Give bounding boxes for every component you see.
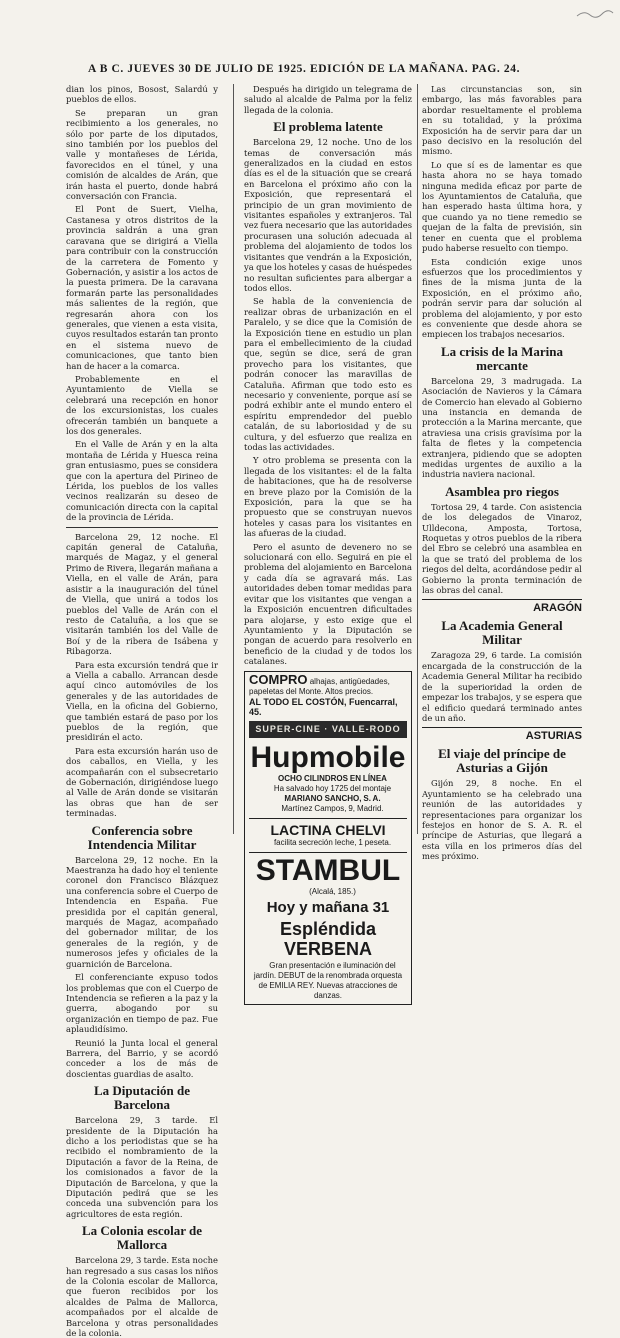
- paragraph: Barcelona 29, 3 tarde. Esta noche han regresado a sus casas los niños de la Colonia escolar de Mallorca, que fueron recibidos por los alcaldes de Palma de Mallorca, acompañados por el alcalde de Barcelona y otras personalidades de la colonia.: [66, 1255, 218, 1338]
- column-1: [66, 84, 218, 1338]
- headline-marina: La crisis de la Marina mercante: [440, 343, 564, 373]
- ad-hupmobile-line: OCHO CILINDROS EN LÍNEA: [278, 773, 387, 783]
- column-3: [422, 84, 582, 862]
- ad-stambul-sub: (Alcalá, 185.): [309, 886, 356, 896]
- column-rule-1: [233, 84, 234, 834]
- headline-intendencia: Conferencia sobre Intendencia Militar: [87, 822, 197, 852]
- paragraph: Reunió la Junta local el general Barrera, del Barrio, y se acordó conceder a los de más de doscientas guardias de asalto.: [66, 1037, 218, 1079]
- column-rule-2: [417, 84, 418, 834]
- ad-compro-text: alhajas, antigüedades, papeletas del Monte. Altos precios.: [249, 676, 390, 696]
- paragraph: Lo que sí es de lamentar es que hasta ahora no se haya tomado ninguna medida eficaz por parte de los Ayuntamientos de Cataluña, que han esperado hasta última hora, y que cuando ya no tiene remedio se quejan de la falta de previsión, sin tener en cuenta que el problema pudo haberse resuelto con tiempo.: [422, 159, 582, 254]
- ad-stambul-title: STAMBUL: [249, 852, 407, 887]
- paragraph: Tortosa 29, 4 tarde. Con asistencia de los delegados de Vinaroz, Ulldecona, Amposta, Tortosa, Roquetas y otros pueblos de la ribera del Ebro se celebró una asamblea en la que se trató del problema de los riegos del delta, acordándose pedir al Gobierno la pronta terminación de las obras del canal.: [422, 501, 582, 596]
- ad-lactina-sub: facilita secreción Ieche, 1 peseta.: [273, 837, 392, 847]
- headline-colonia: La Colonia escolar de Mallorca: [81, 1223, 202, 1253]
- ad-compro-head: COMPRO: [249, 671, 308, 687]
- headline-principe: El viaje del príncipe de Asturias a Gijón: [438, 746, 566, 776]
- paragraph: Barcelona 29, 3 madrugada. La Asociación de Navieros y la Cámara de Comercio han elevado al Gobierno una instancia en demanda de protección a la Marina mercante, que atraviesa una crisis gravísima por la falta de fletes y la competencia extranjera, pidiendo que se adopten medidas urgentes de auxilio a la industria naviera nacional.: [422, 375, 582, 480]
- paragraph: Y otro problema se presenta con la llegada de los visitantes: el de la falta de habitaciones, que ha de resolverse en breve plazo por la Comisión de la Exposición, para la que se ha propuesto que se construyan nuevos hoteles y casas para los visitantes en las afueras de la ciudad.: [244, 455, 412, 539]
- ad-compro-address: AL TODO EL COSTÓN, Fuencarral, 45.: [249, 696, 398, 717]
- region-header-aragon: ARAGÓN: [422, 599, 582, 614]
- ad-hoy-title: Hoy y mañana 31: [266, 898, 390, 916]
- paragraph: Barcelona 29, 12 noche. El capitán general de Cataluña, marqués de Magaz, y el general Primo de Rivera, llegarán mañana a Viella, en el valle de Arán, para asistir a la inauguración del túnel de Viella, que unirá a todos los pueblos del Valle de Arán con el resto de Cataluña, a los que se visitarán también los del Valle de Boí y de la ribera de Isábena y Ribagorza.: [66, 531, 218, 657]
- paragraph: Zaragoza 29, 6 tarde. La comisión encargada de la construcción de la Academia General Militar ha recibido de la superioridad la orden de empezar los trabajos, y se espera que el edificio quedará terminado antes de un año.: [422, 650, 582, 723]
- paragraph: Las circunstancias son, sin embargo, las más favorables para abordar resueltamente el problema en su totalidad, y la próxima Exposición ha de servir para dar un paso decisivo en la resolución del mismo.: [422, 84, 582, 157]
- headline-academia: La Academia General Militar: [441, 618, 563, 648]
- paragraph: El Pont de Suert, Vielha, Castanesa y otros distritos de la provincia saldrán a una gran caravana que se dirigirá a Viella para contribuir con la construcción de la carretera de Fomento y Gobernación, y asistir a los actos de la puesta primera. De la caravana formarán parte las personalidades más salientes de la región, que regresarán ahora con los generales, que vienen a esta visita, cuyos resultados estarán tan pronto en el sistema nuevo de comunicaciones, que tanto bien han de hacer a la comarca.: [66, 204, 218, 371]
- paragraph: En el Valle de Arán y en la alta montaña de Lérida y Huesca reina gran entusiasmo, pues se considera que con la apertura del Pirineo de Lérida, los pueblos de los valles vecinos realizarán su deseo de comunicación directa con la capital de la provincia de Lérida.: [66, 439, 218, 523]
- ad-hupmobile-line: Martínez Campos, 9, Madrid.: [281, 803, 384, 813]
- region-header-asturias: ASTURIAS: [422, 727, 582, 742]
- paragraph: Para esta excursión tendrá que ir a Viella a caballo. Arrancan desde aquí cinco automóviles de los generales y de las autoridades de Viella, en la oficina del Gobierno, que también estará de paso por los pueblos de la región, que presidirán el acto.: [66, 659, 218, 743]
- divider: [66, 527, 218, 528]
- advertisements-block: [244, 671, 412, 1005]
- archive-corner-mark: [576, 4, 614, 14]
- paragraph: Esta condición exige unos esfuerzos que los procedimientos y fines de la misma junta de la Exposición, en el próximo año, podrán servir para dar solución al problema del alojamiento, y por esto es conveniente que desde ahora se empiecen los trabajos necesarios.: [422, 256, 582, 340]
- paragraph: Para esta excursión harán uso de dos caballos, en Viella, y les acompañarán con el subsecretario de Gobernación, dirigiéndose luego al Valle de Arán donde se visitarán las obras que han de ser terminadas.: [66, 745, 218, 819]
- ad-lactina-title: LACTINA CHELVI: [249, 818, 407, 838]
- paragraph: Probablemente en el Ayuntamiento de Viella se celebrará una recepción en honor de los excursionistas, los cuales ofrecerán también un banquete a los dos generales.: [66, 373, 218, 436]
- ad-verbena-title: Espléndida VERBENA: [279, 918, 377, 959]
- paragraph: Barcelona 29, 12 noche. Uno de los temas de conversación más generalizados en la ciudad en estos días es el de la situación que se creará en Barcelona el próximo año con la Exposición, que representará el principio de un gran movimiento de visitantes españoles y extranjeros. Tal vez fuera necesario que las autoridades procurasen una solución adecuada al problema del alojamiento de todos los visitantes que vendrán a la Exposición, ya que los hoteles y casas de huéspedes no resultan suficientes para albergar a todos ellos.: [244, 137, 412, 293]
- paragraph: Pero el asunto de devenero no se solucionará con ello. Seguirá en pie el problema del alojamiento en Barcelona y cada día se agravará más. Las autoridades deben tomar medidas para evitar que los visitantes que vengan a la Exposición encuentren dificultades para alojarse, y esto exige que el Ayuntamiento y la Diputación se pongan de acuerdo para resolverlo en beneficio de la ciudad y de todos los catalanes.: [244, 541, 412, 667]
- ad-hupmobile-line: MARIANO SANCHO, S. A.: [284, 793, 381, 803]
- page-masthead: A B C. JUEVES 30 DE JULIO DE 1925. EDICIÓN DE LA MAÑANA. PAG. 24.: [88, 63, 521, 75]
- ad-cinema-banner: SUPER-CINE · VALLE-RODO: [249, 721, 407, 738]
- headline-problema: El problema latente: [273, 119, 383, 135]
- paragraph: Se preparan un gran recibimiento a los generales, no sólo por parte de los diputados, sino también por los pueblos del valle y montañeses de Lérida, favorecidos en el túnel, y una comisión de alcaldes de Arán, que irán hasta el puerto, donde habrá conversación con Francia.: [66, 107, 218, 202]
- paragraph: Barcelona 29, 12 noche. En la Maestranza ha dado hoy el teniente coronel don Francisco Blázquez una conferencia sobre el Cuerpo de Intendencia en España. Fue presidida por el capitán general, marqués de Magaz, acompañado del gobernador militar, de los generales de la región, y de numerosos jefes y oficiales de la guarnición de Barcelona.: [66, 854, 218, 969]
- paragraph: Después ha dirigido un telegrama de saludo al alcalde de Palma por la feliz llegada de la colonia.: [244, 84, 412, 115]
- ad-hupmobile-line: Ha salvado hoy 1725 del montaje: [273, 783, 392, 793]
- headline-riegos: Asamblea pro riegos: [445, 483, 559, 499]
- headline-diputacion: La Diputación de Barcelona: [93, 1083, 191, 1113]
- ad-compro: [249, 671, 407, 717]
- paragraph: El conferenciante expuso todos los problemas que con el Cuerpo de Intendencia se refieren a la paz y la guerra, abogando por su organización en tiempo de paz. Fue aplaudidísimo.: [66, 972, 218, 1035]
- paragraph: Barcelona 29, 3 tarde. El presidente de la Diputación ha dicho a los periodistas que se ha recibido el nombramiento de la Diputación a favor de la Reina, de los comisionados a favor de la Diputación de Barcelona, y que la Diputación pedirá que se les conceda una subvención para los agricultores de esta región.: [66, 1115, 218, 1219]
- paragraph: dian los pinos, Bosost, Salardú y pueblos de ellos.: [66, 84, 218, 105]
- ad-hupmobile-title: Hupmobile: [250, 740, 406, 774]
- paragraph: Gijón 29, 8 noche. En el Ayuntamiento se ha celebrado una reunión de las autoridades y representaciones para organizar los festejos en honor de S. A. R. el príncipe de Asturias, que llegará a esta villa en los primeros días del mes próximo.: [422, 778, 582, 862]
- paragraph: Se habla de la conveniencia de realizar obras de urbanización en el Paralelo, y se dice que la Comisión de la Exposición tiene en estudio un plan para el embellecimiento de la ciudad que, según se dice, será de gran provecho para los visitantes, que podrán conocer las maravillas de Cataluña. Afirman que todo esto es necesario y conveniente, porque así se podrá exhibir ante el mundo entero el espíritu emprendedor del pueblo catalán, de su laboriosidad y de su cultura, y del esfuerzo que realiza en todas las actividades.: [244, 296, 412, 452]
- ad-verbena-sub: Gran presentación e iluminación del jardín. DEBUT de la renombrada orquesta de EMILIA REY. Nuevas atracciones de danzas.: [253, 960, 403, 1000]
- column-2: [244, 84, 412, 1000]
